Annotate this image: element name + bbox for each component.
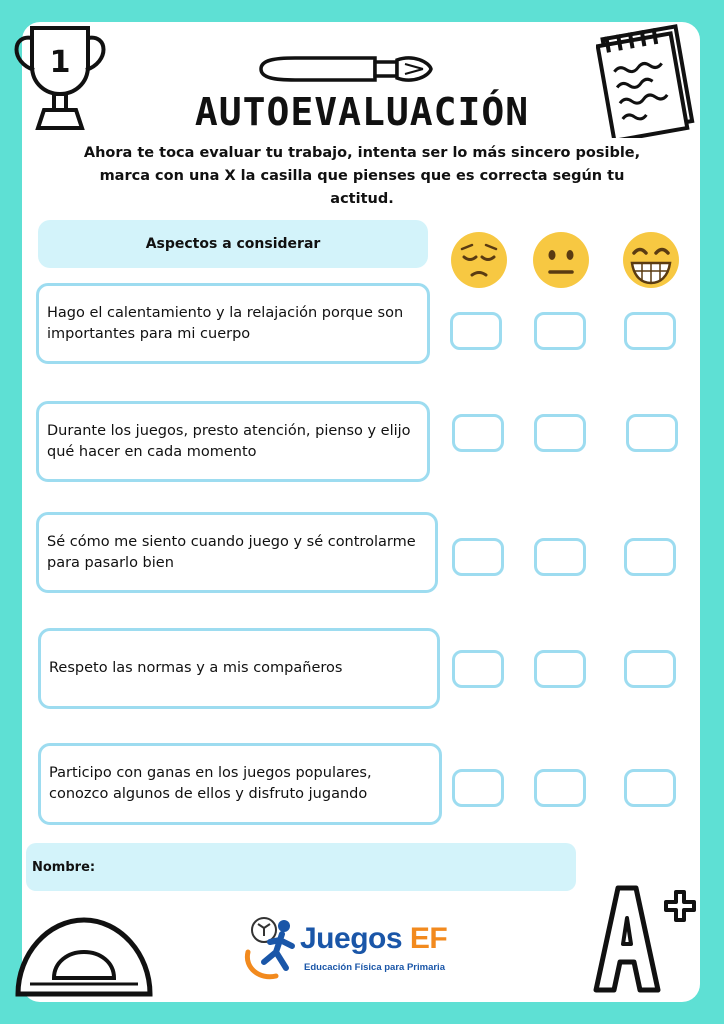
- row-1-sad-checkbox[interactable]: [450, 312, 502, 350]
- aspect-text: Participo con ganas en los juegos populares, conozco algunos de ellos y disfruto jugando: [49, 765, 372, 802]
- name-field[interactable]: [26, 843, 576, 891]
- aspect-row-4: [38, 628, 440, 709]
- row-2-neutral-checkbox[interactable]: [534, 414, 586, 452]
- a-plus-grade-icon: [588, 880, 698, 1004]
- aspect-row-2: [36, 401, 430, 482]
- instructions-text: Ahora te toca evaluar tu trabajo, intenta ser lo más sincero posible, marca con una X la casilla que pienses que es correcta según tu actitud.: [83, 145, 641, 207]
- aspect-row-3: [36, 512, 438, 593]
- protractor-icon: [14, 914, 154, 998]
- aspect-row-1: [36, 283, 430, 364]
- aspect-text: Sé cómo me siento cuando juego y sé controlarme para pasarlo bien: [47, 533, 416, 571]
- aspect-text: Durante los juegos, presto atención, pienso y elijo qué hacer en cada momento: [47, 422, 411, 460]
- row-5-neutral-checkbox[interactable]: [534, 769, 586, 807]
- row-4-happy-checkbox[interactable]: [624, 650, 676, 688]
- aspect-row-5: [38, 743, 442, 825]
- row-1-happy-checkbox[interactable]: [624, 312, 676, 350]
- row-2-sad-checkbox[interactable]: [452, 414, 504, 452]
- paintbrush-icon: [255, 50, 435, 88]
- row-3-neutral-checkbox[interactable]: [534, 538, 586, 576]
- row-4-neutral-checkbox[interactable]: [534, 650, 586, 688]
- table-header-label: Aspectos a considerar: [145, 236, 321, 252]
- row-4-sad-checkbox[interactable]: [452, 650, 504, 688]
- trophy-number: 1: [49, 45, 71, 80]
- grinning-face-icon: [622, 231, 680, 289]
- logo-main-text: Juegos: [300, 922, 403, 955]
- aspect-text: Hago el calentamiento y la relajación porque son importantes para mi cuerpo: [47, 304, 404, 342]
- sad-face-icon: [450, 231, 508, 289]
- name-label: Nombre:: [32, 859, 96, 875]
- aspect-text: Respeto las normas y a mis compañeros: [49, 660, 343, 676]
- table-header: [38, 220, 428, 268]
- logo-tagline: Educación Física para Primaria: [304, 962, 445, 973]
- logo-wordmark: [300, 922, 447, 956]
- row-2-happy-checkbox[interactable]: [626, 414, 678, 452]
- neutral-face-icon: [532, 231, 590, 289]
- row-5-sad-checkbox[interactable]: [452, 769, 504, 807]
- page-title: AUTOEVALUACIÓN: [194, 90, 530, 134]
- row-5-happy-checkbox[interactable]: [624, 769, 676, 807]
- row-1-neutral-checkbox[interactable]: [534, 312, 586, 350]
- row-3-happy-checkbox[interactable]: [624, 538, 676, 576]
- row-3-sad-checkbox[interactable]: [452, 538, 504, 576]
- logo-runner-icon: [240, 912, 302, 982]
- logo-accent-text: EF: [409, 922, 448, 955]
